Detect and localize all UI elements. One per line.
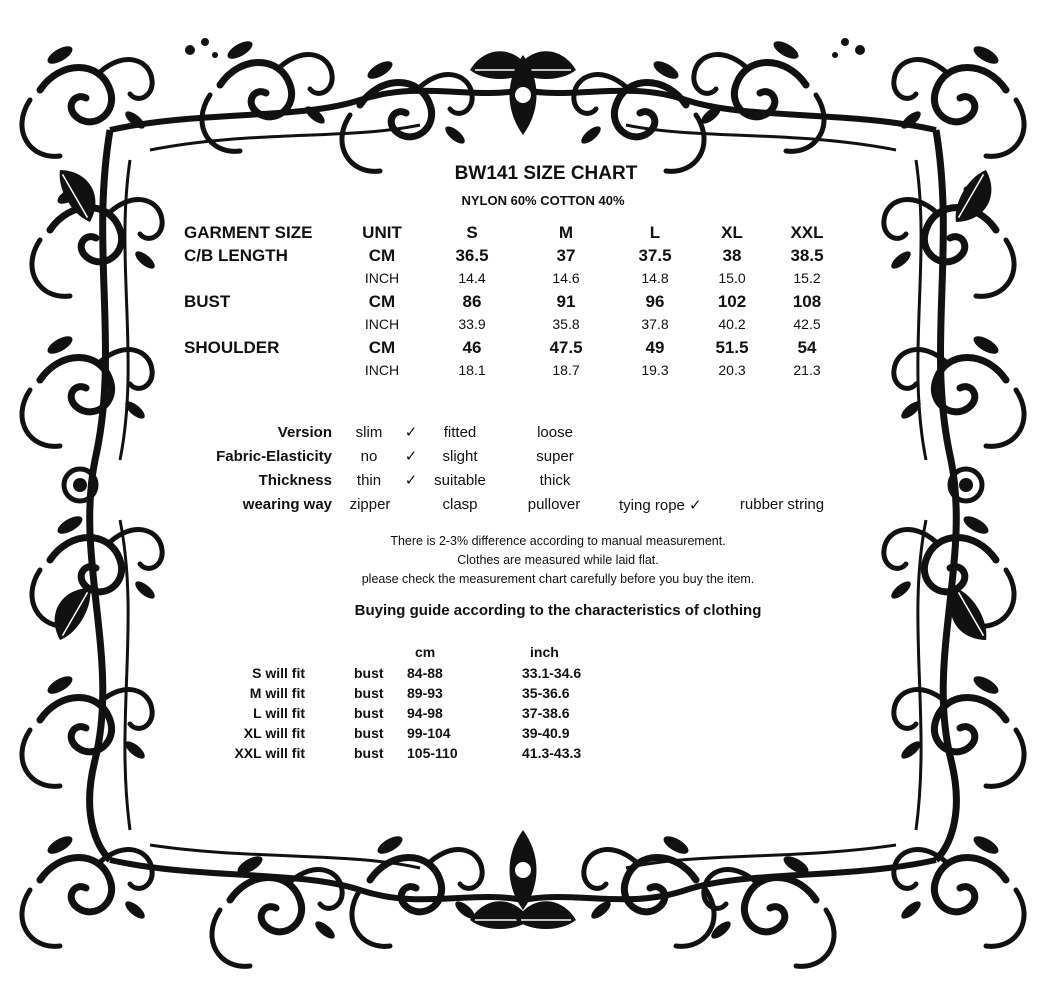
cell-shoulder-cm-xxl: 54 [797,338,817,357]
unit-inch: INCH [364,362,400,378]
size-header-l: L [649,223,661,242]
cell-bust-inch-l: 37.8 [641,316,669,332]
cell-cb-inch-xl: 15.0 [718,270,746,286]
cell-bust-cm-l: 96 [645,292,665,311]
cell-bust-inch-xxl: 42.5 [793,316,821,332]
cell-shoulder-inch-m: 18.7 [552,362,580,378]
unit-cm: CM [368,292,396,311]
guide-fit-l: L will fit [253,705,305,721]
cell-bust-inch-xl: 40.2 [718,316,746,332]
cell-cb-cm-l: 37.5 [638,246,672,265]
guide-inch-xl: 39-40.9 [522,725,570,741]
tying-rope-text: tying rope [619,497,685,514]
check-mark-icon: ✓ [404,448,418,465]
wearing-option-tying-rope [619,496,702,514]
cell-shoulder-inch-xl: 20.3 [718,362,746,378]
elasticity-option-super: super [536,448,574,465]
cell-cb-cm-s: 36.5 [455,246,489,265]
guide-cm-xl: 99-104 [407,725,451,741]
frame-right-border [884,43,1024,947]
guide-inch-m: 35-36.6 [522,685,570,701]
elasticity-option-slight: slight [442,448,478,465]
guide-part: bust [354,745,384,761]
unit-cm: CM [368,246,396,265]
size-header-s: S [466,223,478,242]
guide-inch-s: 33.1-34.6 [522,665,582,681]
elasticity-option-no: no [360,448,378,465]
cell-bust-cm-s: 86 [462,292,482,311]
guide-inch-l: 37-38.6 [522,705,570,721]
cell-cb-inch-l: 14.8 [641,270,669,286]
guide-part: bust [354,665,384,681]
note-difference: There is 2-3% difference according to manual measurement. [390,534,726,548]
note-laid-flat: Clothes are measured while laid flat. [457,553,659,567]
row-label-cb-length: C/B LENGTH [184,246,288,265]
cell-bust-cm-xxl: 108 [792,292,822,311]
cell-shoulder-inch-xxl: 21.3 [793,362,821,378]
check-mark-icon: ✓ [689,497,702,514]
cell-bust-cm-m: 91 [556,292,576,311]
row-label-bust: BUST [184,292,231,311]
cell-cb-inch-xxl: 15.2 [793,270,821,286]
version-option-slim: slim [355,424,383,441]
wearing-option-clasp: clasp [442,496,478,513]
cell-cb-cm-m: 37 [556,246,576,265]
size-header-xl: XL [721,223,743,242]
thickness-label: Thickness [258,472,332,489]
cell-shoulder-cm-l: 49 [645,338,665,357]
cell-bust-inch-m: 35.8 [552,316,580,332]
cell-cb-inch-m: 14.6 [552,270,580,286]
check-mark-icon: ✓ [404,424,418,441]
garment-size-header: GARMENT SIZE [184,223,313,242]
guide-part: bust [354,725,384,741]
cell-shoulder-inch-l: 19.3 [641,362,669,378]
guide-fit-xxl: XXL will fit [234,745,305,761]
cell-shoulder-cm-s: 46 [462,338,482,357]
guide-col-inch: inch [530,644,559,660]
buying-guide-title: Buying guide according to the characteristics of clothing [354,602,762,619]
frame-left-border [22,43,162,947]
thickness-option-thick: thick [539,472,571,489]
version-option-loose: loose [537,424,573,441]
wearing-option-rubber-string: rubber string [739,496,825,513]
cell-shoulder-cm-xl: 51.5 [715,338,749,357]
cell-shoulder-cm-m: 47.5 [549,338,583,357]
guide-fit-m: M will fit [249,685,305,701]
unit-cm: CM [368,338,396,357]
frame-top-border [110,38,936,172]
check-mark-icon: ✓ [404,472,418,489]
guide-fit-s: S will fit [252,665,305,681]
version-label: Version [277,424,332,441]
cell-cb-inch-s: 14.4 [458,270,486,286]
unit-inch: INCH [364,316,400,332]
cell-bust-cm-xl: 102 [717,292,747,311]
thickness-option-suitable: suitable [434,472,486,489]
note-check-chart: please check the measurement chart carefully before you buy the item. [361,572,755,586]
guide-inch-xxl: 41.3-43.3 [522,745,582,761]
elasticity-label: Fabric-Elasticity [216,448,332,465]
size-chart-title: BW141 SIZE CHART [454,163,638,184]
size-header-xxl: XXL [790,223,824,242]
guide-cm-s: 84-88 [407,665,443,681]
guide-part: bust [354,685,384,701]
guide-cm-l: 94-98 [407,705,443,721]
guide-cm-xxl: 105-110 [407,745,458,761]
wearing-option-zipper: zipper [349,496,391,513]
version-option-fitted: fitted [443,424,477,441]
frame-bottom-border [110,830,936,966]
size-header-m: M [558,223,574,242]
guide-col-cm: cm [415,644,436,660]
wearing-way-label: wearing way [242,496,332,513]
guide-fit-xl: XL will fit [243,725,305,741]
guide-part: bust [354,705,384,721]
unit-inch: INCH [364,270,400,286]
cell-bust-inch-s: 33.9 [458,316,486,332]
cell-cb-cm-xl: 38 [722,246,742,265]
thickness-option-thin: thin [356,472,382,489]
row-label-shoulder: SHOULDER [184,338,280,357]
unit-header: UNIT [362,223,402,242]
cell-cb-cm-xxl: 38.5 [790,246,824,265]
wearing-option-pullover: pullover [527,496,581,513]
fabric-composition: NYLON 60% COTTON 40% [461,193,625,208]
guide-cm-m: 89-93 [407,685,443,701]
cell-shoulder-inch-s: 18.1 [458,362,486,378]
